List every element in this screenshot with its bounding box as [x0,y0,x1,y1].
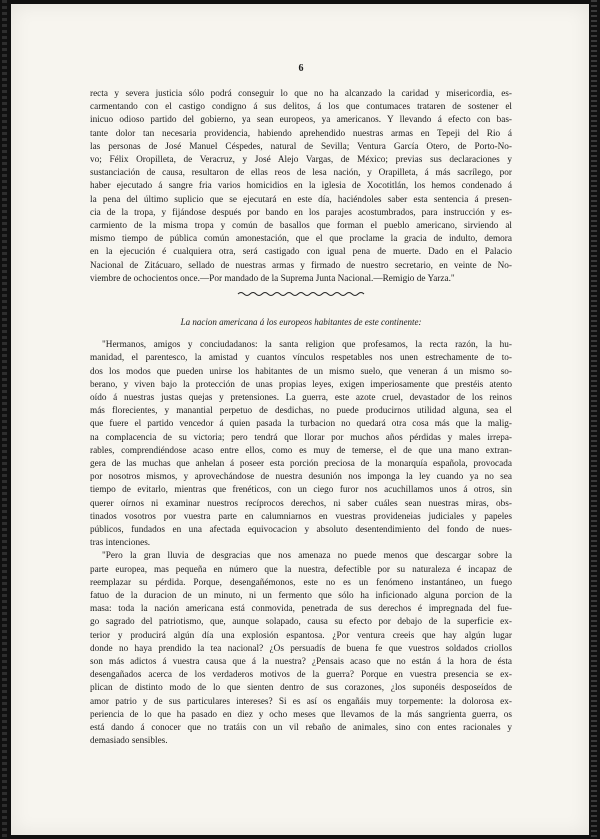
text-line: por nosotros mismos, y aprovechándose de nuestra desunión nos imponga la ley cuando ya no sea [90,472,512,483]
text-line: querer oírnos ni examinar nuestros recíprocos derechos, ni saber cuáles sean nuestras miras, obs- [90,498,512,509]
section-address [90,290,512,749]
text-line: mismo tiempo de pública común amonestación, que el que proclame la gracia de indulto, demora [90,234,512,245]
text-line: en la ejecución é cualquiera otra, será castigado con igual pena de muerte. Dado en el Palacio [90,247,512,258]
text-line: oído á nuestras justas quejas y pretensiones. La guerra, este azote cruel, devastador de los reinos [90,393,512,404]
text-line: demasiado sensibles. [90,736,168,747]
text-line: gera de las muchas que anhelan á poseer esta porción preciosa de la monarquía española, provocada [90,459,512,470]
text-line: plican de distinto modo de lo que sienten dentro de sus corazones, ¿los suponéis desposeídos de [90,683,512,694]
text-line: reemplazar su pérdida. Porque, desengañémonos, este no es un fenómeno instantáneo, un fuego [90,577,512,588]
text-line: masa: toda la nación americana está conmovida, penetrada de sus derechos é impregnada del fue- [90,604,512,615]
text-line: "Pero la gran lluvia de desgracias que nos amenaza no puede menos que descargar sobre la [102,551,512,562]
text-line: la pena del último suplicio que se ejecutará en este día, haciéndoles saber esta sentencia á presen- [90,194,512,205]
section-heading: La nacion americana á los europeos habitantes de este continente: [180,317,422,327]
page-number: 6 [298,63,304,74]
text-line: tante dolor tan necesaria providencia, habiendo aprehendido nuestras armas en Tepeji del Rio á [90,128,512,139]
text-line: públicos, fundados en una afectada equivocacion y absoluto desentendimiento del fondo de nues- [90,525,512,536]
text-line: carmiento de la misma tropa y común de basallos que forman el pueblo americano, sirviendo al [90,221,512,232]
text-line: donde no haya prendido la tea nacional? ¿Os persuadís de buena fe que vuestros soldados criollos [90,643,512,654]
text-line: manidad, el parentesco, la amistad y cuantos vínculos respetables nos unen estrechamente de to- [90,353,512,364]
text-line: sustanciación de causa, resultaron de ellas reos de lesa nación, y Orapilleta, á más sacrílego, por [90,168,512,179]
text-line: viembre de ochocientos once.—Por mandado de la Suprema Junta Nacional.—Remigio de Yarza." [90,273,455,284]
text-line: recta y severa justicia sólo podrá conseguir lo que no ha alcanzado la caridad y misericordia, es- [90,89,512,99]
text-line: tinados vosotros por vuestra parte en calumniarnos en vuestras provideneias judiciales y papeles [90,511,512,522]
text-line: tiempo de evitarlo, mientras que frenéticos, con un ciego furor nos acuchillamos unos á otros, sin [90,485,512,496]
text-line: más florecientes, y manantial perpetuo de desdichas, no puede producirnos utilidad alguna, sea el [90,406,512,417]
text-line: "Hermanos, amigos y conciudadanos: la santa religion que profesamos, la recta razón, la hu- [102,340,512,351]
scan-edge-right [591,0,597,839]
text-line: amor patrio y de sus particulares intereses? Si es así os engañáis muy torpemente: la dolorosa ex- [90,696,512,707]
text-line: está dando á conocer que no tratáis con un vil rebaño de animales, sino con entes racionales y [90,723,512,734]
text-line: cia de la tropa, y fijándose después por bando en los parajes acostumbrados, para instrucción y es- [90,207,512,218]
text-line: go sagrado del patriotismo, que, aunque solapado, causa su efecto por debajo de la superficie ex- [90,617,512,628]
paragraph-decree [90,88,512,286]
paragraph-greeting [90,339,512,550]
ornamental-divider [236,290,366,298]
text-line: terior y producirá algún día una explosión espantosa. ¿Por ventura creeis que hay algún lugar [90,630,512,641]
paragraph-warning [90,550,512,748]
text-line: vo; Félix Oropilleta, de Veracruz, y José Alejo Vargas, de México; previas sus declaraciones y [90,155,512,166]
text-line: periencia de lo que ha pasado en diez y ocho meses que llevamos de la más sangrienta guerra, os [90,709,512,720]
text-line: inicuo odioso partido del gobierno, ya sean europeos, ya americanos. Y llevando á efecto con bas- [90,115,512,126]
text-line: na complacencia de su victoria; pero tendrá que llorar por muchos años pérdidas y males irrepa- [90,432,512,443]
text-line: haber ejecutado á sangre fria varios homicidios en la iglesia de Xocotitlán, los hemos condenado á [90,181,512,192]
text-line: que fuere el partido vencedor á quien pasada la turbacion no quedará otra cosa más que la malig- [90,419,512,430]
text-line: desengañados acerca de los verdaderos motivos de la guerra? Porque en vuestra presencia se ex- [90,670,512,681]
text-line: Nacional de Zitácuaro, sellado de nuestras armas y firmado de nuestro secretario, en veinte de No- [90,260,512,271]
text-line: carmentando con el castigo condigno á sus delitos, á los que contumaces trataren de sostener el [90,102,512,113]
text-line: fatuo de la duracion de un minuto, ni un fermento que sólo ha inficionado alguna porcion de la [90,591,512,602]
text-line: tras intenciones. [90,538,151,549]
text-line: las personas de José Manuel Céspedes, natural de Sevilla; Ventura García Otero, de Porto-No- [90,141,512,152]
text-line: parte europea, mas pequeña en número que la nuestra, defectible por su naturaleza é incapaz de [90,564,512,575]
scan-edge-left [2,0,7,839]
text-line: dos los modos que pueden unirse los habitantes de un mismo suelo, que veneran á un mismo so- [90,366,512,377]
text-line: berano, y viven bajo la protección de unas propias leyes, exigen imperiosamente que prestéis atento [90,379,512,390]
text-line: son más adictos á vuestra causa que á la nuestra? ¿Pensais acaso que no están á la hora de ésta [90,657,512,668]
text-line: rables, comprendiéndose acaso entre ellos, como es muy de temerse, el de que una mano extran- [90,445,512,456]
